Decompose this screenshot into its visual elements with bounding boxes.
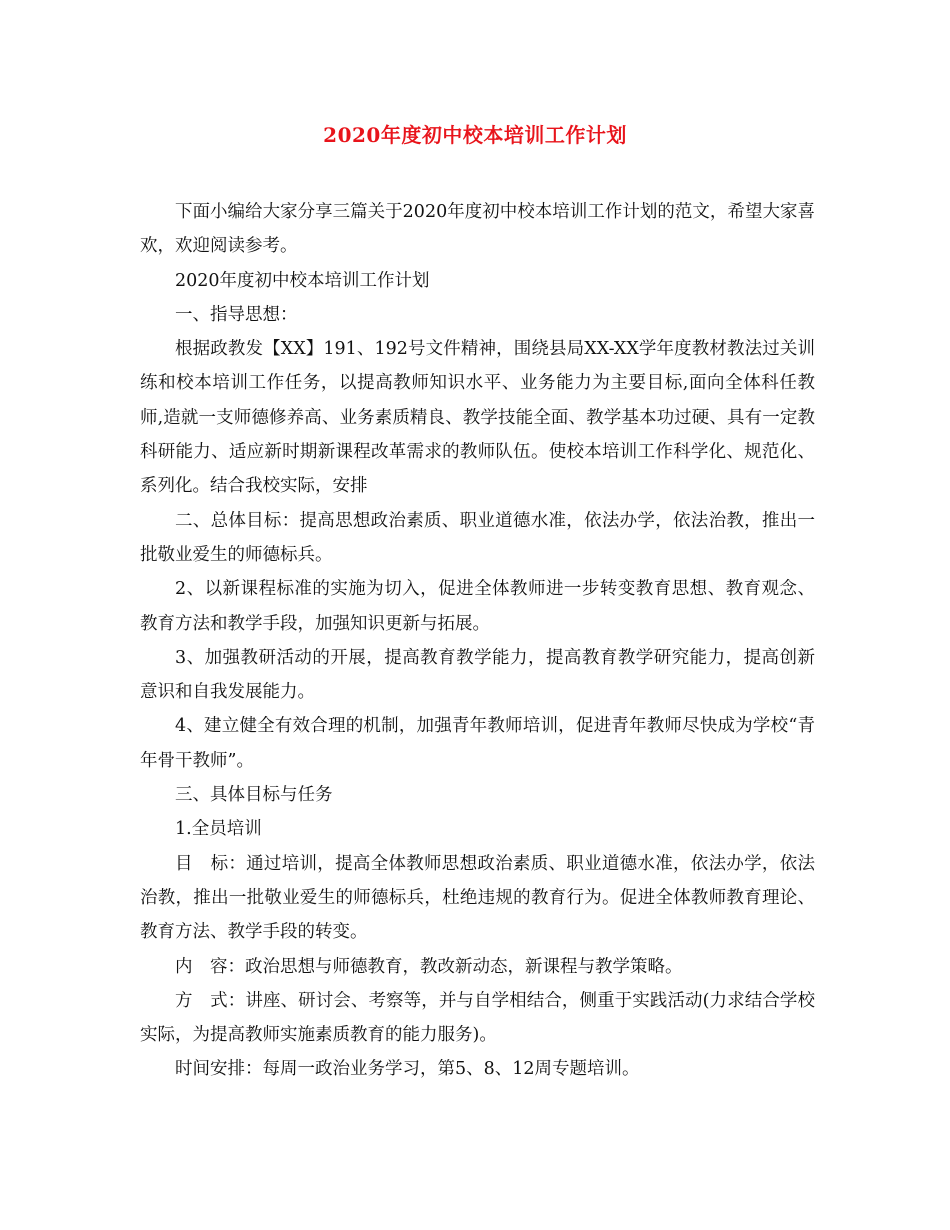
training-schedule-paragraph: 时间安排：每周一政治业务学习，第5、8、12周专题培训。	[175, 1059, 640, 1080]
goal-item-4: 4、建立健全有效合理的机制，加强青年教师培训，促进青年教师尽快成为学校“青年骨干教师”。	[140, 716, 815, 771]
intro-paragraph: 下面小编给大家分享三篇关于2020年度初中校本培训工作计划的范文，希望大家喜欢，欢迎阅读参考。	[140, 202, 815, 257]
training-content-paragraph: 内 容：政治思想与师德教育，教改新动态，新课程与教学策略。	[175, 956, 683, 977]
guiding-ideology-paragraph: 根据政教发【XX】191、192号文件精神，围绕县局XX-XX学年度教材教法过关训练和校本培训工作任务，以提高教师知识水平、业务能力为主要目标,面向全体科任教师,造就一支师德修养高、业务素质精良、教学技能全面、教学基本功过硬、具有一定教科研能力、适应新时期新课程改革需求的教师队伍。使校本培训工作科学化、规范化、系列化。结合我校实际，安排	[140, 339, 815, 497]
document-title: 2020年度初中校本培训工作计划	[323, 123, 627, 147]
section-heading-guiding-ideology: 一、指导思想：	[175, 304, 298, 325]
goal-item-2: 2、以新课程标准的实施为切入，促进全体教师进一步转变教育思想、教育观念、教育方法和教学手段，加强知识更新与拓展。	[140, 579, 815, 634]
document-body	[140, 195, 815, 1087]
training-target-paragraph: 目 标：通过培训，提高全体教师思想政治素质、职业道德水准，依法办学，依法治教，推出一批敬业爱生的师德标兵，杜绝违规的教育行为。促进全体教师教育理论、教育方法、教学手段的转变。	[140, 853, 815, 943]
goal-item-3: 3、加强教研活动的开展，提高教育教学能力，提高教育教学研究能力，提高创新意识和自我发展能力。	[140, 647, 815, 703]
plan-heading: 2020年度初中校本培训工作计划	[175, 270, 430, 291]
subsection-heading-all-staff-training: 1.全员培训	[175, 819, 262, 840]
section-heading-specific-goals: 三、具体目标与任务	[175, 785, 333, 806]
training-method-paragraph: 方 式：讲座、研讨会、考察等，并与自学相结合，侧重于实践活动(力求结合学校实际，为提高教师实施素质教育的能力服务)。	[140, 990, 815, 1046]
overall-goal-paragraph: 二、总体目标：提高思想政治素质、职业道德水准，依法办学，依法治教，推出一批敬业爱生的师德标兵。	[140, 510, 815, 565]
